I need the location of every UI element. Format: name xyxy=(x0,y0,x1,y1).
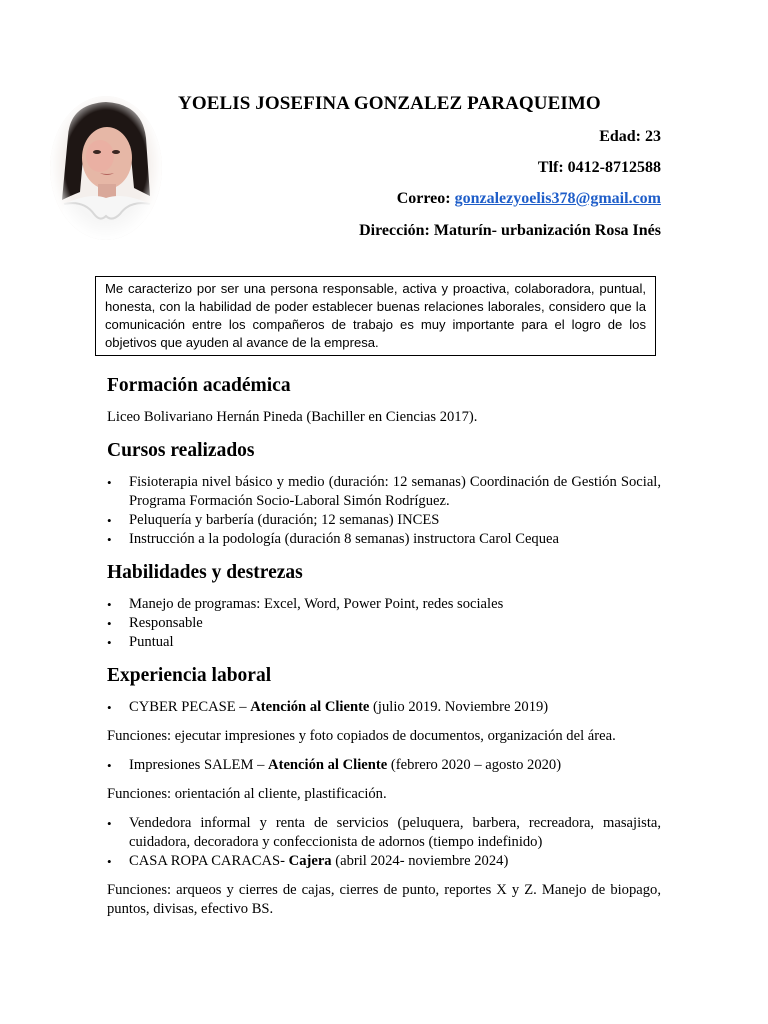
bullet-icon: • xyxy=(107,854,112,869)
full-name-heading: YOELIS JOSEFINA GONZALEZ PARAQUEIMO xyxy=(178,93,601,114)
photo-vignette xyxy=(50,96,162,240)
skills-heading: Habilidades y destrezas xyxy=(107,562,303,583)
bullet-icon: • xyxy=(107,700,112,715)
profile-summary-box: Me caracterizo por ser una persona responsable, activa y proactiva, colaboradora, puntual, honesta, con la habilidad de poder establecer buenas relaciones laborales, considero que la comunicación entre los compañeros de trabajo es muy importante para el logro de los objetivos que ayuden al avance de la empresa. xyxy=(95,276,656,356)
education-heading: Formación académica xyxy=(107,375,291,396)
experience-job1 xyxy=(107,698,661,717)
email-link[interactable]: gonzalezyoelis378@gmail.com xyxy=(454,190,661,207)
bullet-icon: • xyxy=(107,635,112,650)
skills-list xyxy=(107,595,661,652)
job2-functions: Funciones: orientación al cliente, plastificación. xyxy=(107,786,387,802)
education-text: Liceo Bolivariano Hernán Pineda (Bachiller en Ciencias 2017). xyxy=(107,409,478,425)
job1-functions: Funciones: ejecutar impresiones y foto copiados de documentos, organización del área. xyxy=(107,728,616,744)
list-item: • Peluquería y barbería (duración; 12 semanas) INCES xyxy=(107,512,440,528)
list-item: • Impresiones SALEM – Atención al Cliente (febrero 2020 – agosto 2020) xyxy=(107,757,562,773)
experience-job2 xyxy=(107,756,661,775)
list-item: • Fisioterapia nivel básico y medio (duración: 12 semanas) Coordinación de Gestión Social, Programa Formación Socio-Laboral Simón Rodríguez. xyxy=(107,474,661,509)
courses-list xyxy=(107,473,661,549)
bullet-icon: • xyxy=(107,475,112,490)
list-item: • Instrucción a la podología (duración 8 semanas) instructora Carol Cequea xyxy=(107,531,559,547)
email-label: Correo: xyxy=(396,190,455,207)
experience-heading: Experiencia laboral xyxy=(107,665,272,686)
bullet-icon: • xyxy=(107,532,112,547)
bullet-icon: • xyxy=(107,616,112,631)
list-item: • CYBER PECASE – Atención al Cliente (julio 2019. Noviembre 2019) xyxy=(107,699,549,715)
bullet-icon: • xyxy=(107,758,112,773)
bullet-icon: • xyxy=(107,597,112,612)
phone-line: Tlf: 0412-8712588 xyxy=(537,159,661,176)
list-item: • Vendedora informal y renta de servicios (peluquera, barbera, recreadora, masajista, cuidadora, decoradora y confeccionista de adornos (tiempo indefinido) xyxy=(107,815,661,850)
bullet-icon: • xyxy=(107,816,112,831)
address-line: Dirección: Maturín- urbanización Rosa Inés xyxy=(359,222,661,239)
job4-functions: Funciones: arqueos y cierres de cajas, cierres de punto, reportes X y Z. Manejo de biopago, puntos, divisas, efectivo BS. xyxy=(107,882,661,917)
email-line xyxy=(397,190,661,208)
experience-job3-4 xyxy=(107,814,661,871)
age-line: Edad: 23 xyxy=(599,128,661,145)
list-item: • Responsable xyxy=(107,615,203,631)
list-item: • Puntual xyxy=(107,634,174,650)
profile-photo xyxy=(50,96,162,240)
list-item: • CASA ROPA CARACAS- Cajera (abril 2024- noviembre 2024) xyxy=(107,853,509,869)
courses-heading: Cursos realizados xyxy=(107,440,255,461)
bullet-icon: • xyxy=(107,513,112,528)
list-item: • Manejo de programas: Excel, Word, Power Point, redes sociales xyxy=(107,596,504,612)
resume-body xyxy=(107,372,661,919)
